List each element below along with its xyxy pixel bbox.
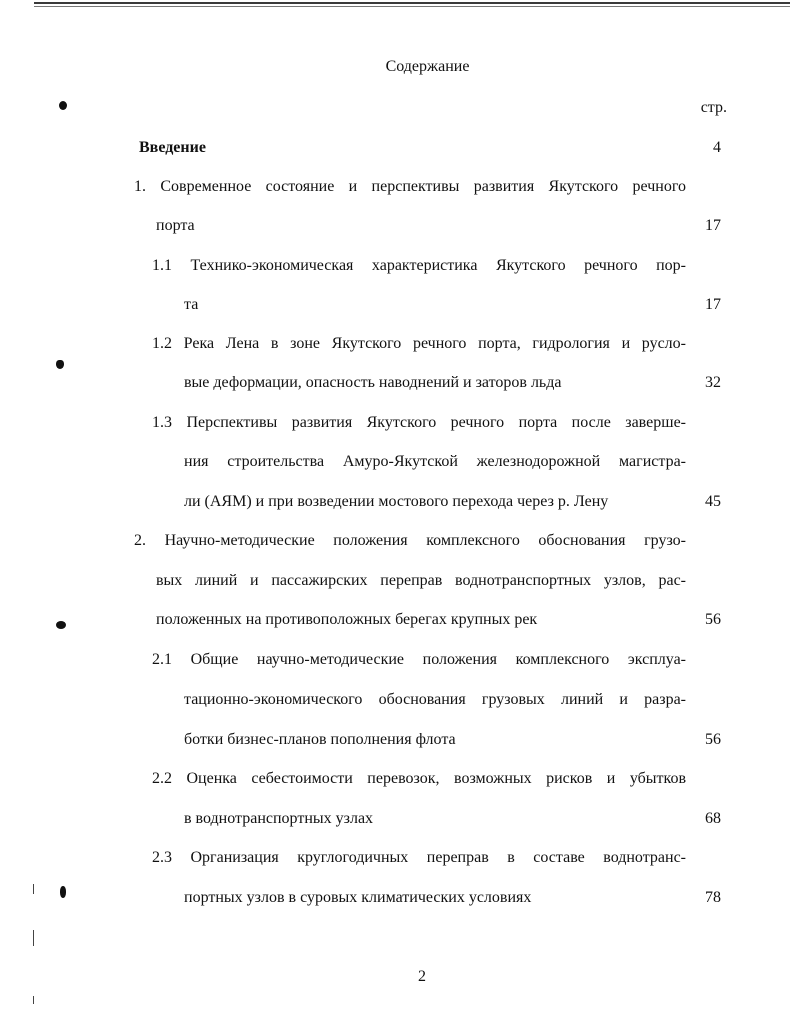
scan-top-border-thin [34, 6, 790, 7]
toc-s1-3-line-3: ли (АЯМ) и при возведении мостового перехода через р. Лену [184, 493, 609, 510]
margin-speck [33, 930, 34, 946]
toc-s2-1-line-1: 2.1 Общие научно-методические положения комплексного эксплуа- [152, 651, 686, 668]
toc-s2-1-line-2: тационно-экономического обоснования грузовых линий и разра- [184, 691, 686, 708]
toc-s2-2-line-1: 2.2 Оценка себестоимости перевозок, возможных рисков и убытков [152, 770, 686, 787]
punch-hole-mark [56, 360, 64, 369]
scan-top-border [34, 2, 790, 4]
toc-s1-3-page: 45 [705, 493, 721, 510]
margin-speck [33, 996, 34, 1004]
toc-s1-1-line-1: 1.1 Технико-экономическая характеристика Якутского речного пор- [152, 257, 686, 274]
toc-s2-3-line-1: 2.3 Организация круглогодичных переправ в составе воднотранс- [152, 849, 686, 866]
toc-s2-1-line-3: ботки бизнес-планов пополнения флота [184, 731, 456, 748]
toc-intro-page: 4 [713, 139, 721, 156]
punch-hole-mark [60, 886, 66, 898]
toc-s1-3-line-2: ния строительства Амуро-Якутской железнодорожной магистра- [184, 453, 686, 470]
toc-s2-3-line-2: портных узлов в суровых климатических условиях [184, 889, 532, 906]
page-column-header: стр. [700, 99, 727, 116]
toc-s2-2-page: 68 [705, 810, 721, 827]
toc-ch2-line-3: положенных на противоположных берегах крупных рек [156, 611, 538, 628]
punch-hole-mark [56, 621, 66, 629]
toc-s2-1-page: 56 [705, 731, 721, 748]
page-title: Содержание [385, 58, 470, 75]
toc-s2-2-line-2: в воднотранспортных узлах [184, 810, 374, 827]
toc-s1-1-page: 17 [705, 296, 721, 313]
margin-speck [33, 884, 34, 894]
toc-intro-label: Введение [139, 139, 206, 156]
toc-s1-2-line-2: вые деформации, опасность наводнений и заторов льда [184, 374, 562, 391]
page-number: 2 [418, 968, 426, 985]
toc-ch1-line-1: 1. Современное состояние и перспективы развития Якутского речного [134, 178, 686, 195]
toc-s1-3-line-1: 1.3 Перспективы развития Якутского речного порта после заверше- [152, 414, 686, 431]
punch-hole-mark [59, 101, 67, 110]
toc-ch1-page: 17 [705, 217, 721, 234]
toc-s1-2-page: 32 [705, 374, 721, 391]
toc-ch1-line-2: порта [156, 217, 195, 234]
toc-s2-3-page: 78 [705, 889, 721, 906]
toc-ch2-line-2: вых линий и пассажирских переправ воднотранспортных узлов, рас- [156, 572, 686, 589]
toc-s1-1-line-2: та [184, 296, 199, 313]
toc-s1-2-line-1: 1.2 Река Лена в зоне Якутского речного порта, гидрология и русло- [152, 335, 686, 352]
toc-ch2-line-1: 2. Научно-методические положения комплексного обоснования грузо- [134, 532, 686, 549]
toc-ch2-page: 56 [705, 611, 721, 628]
